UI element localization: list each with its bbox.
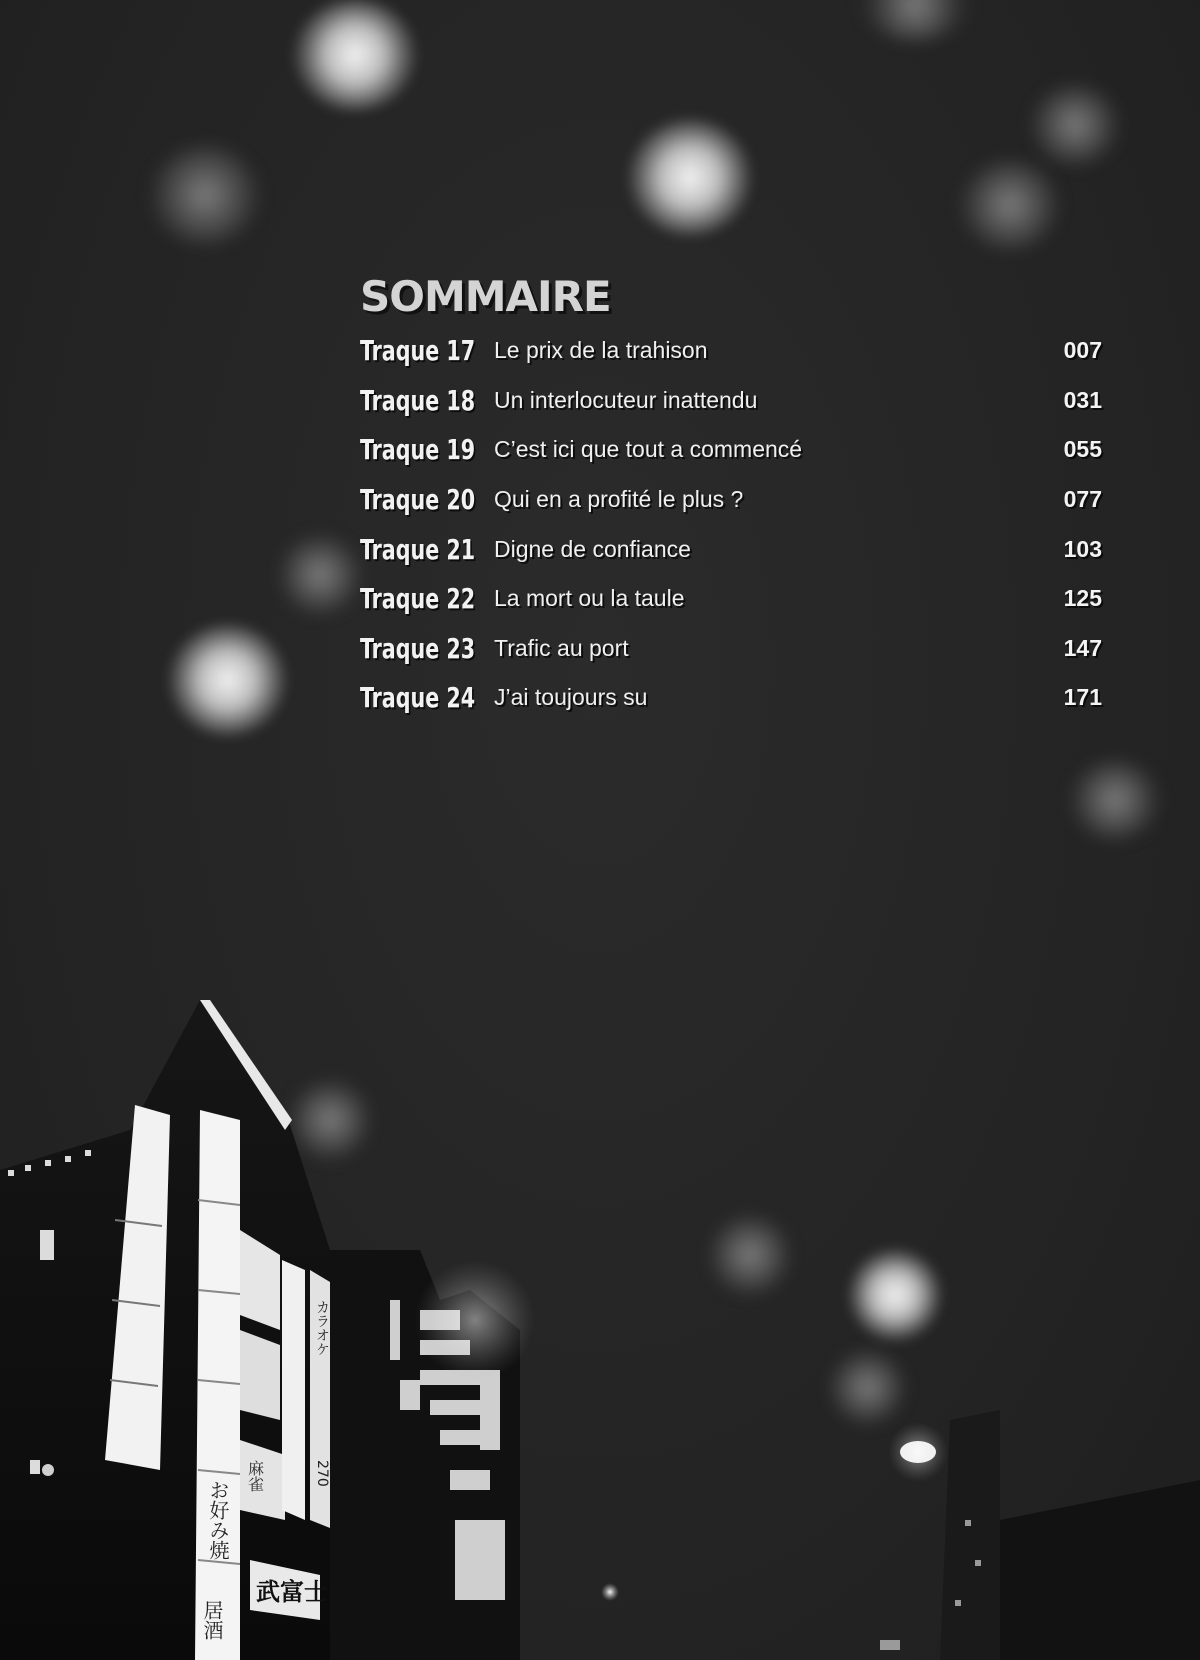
neon-panel: [240, 1330, 280, 1420]
bokeh-light: [280, 535, 360, 615]
toc-chapter-number: Traque 19: [360, 433, 476, 467]
street-light: [601, 1583, 619, 1601]
toc-chapter-title: Digne de confiance: [494, 535, 691, 562]
toc-entry: [360, 574, 1102, 624]
toc-chapter-number: Traque 18: [360, 383, 476, 417]
toc-page-number: 007: [1063, 337, 1102, 364]
toc-entry: [360, 376, 1102, 426]
neon-sign-text: 居酒: [200, 1600, 224, 1640]
toc-entry: [360, 673, 1102, 723]
toc-entry: [360, 475, 1102, 525]
toc-chapter-number: Traque 23: [360, 631, 476, 665]
bokeh-light: [860, 0, 970, 40]
toc-entry: [360, 524, 1102, 574]
bokeh-light: [1070, 760, 1160, 840]
toc-chapter-number: Traque 24: [360, 681, 476, 715]
toc-title: SOMMAIRE: [360, 272, 611, 321]
neon-sign-column: [282, 1260, 305, 1520]
bokeh-light: [630, 120, 750, 235]
building-left: [0, 1000, 330, 1660]
toc-entry: [360, 624, 1102, 674]
neon-sign-text: 武富士: [256, 1578, 328, 1606]
toc-chapter-title: J’ai toujours su: [494, 684, 648, 711]
toc-chapter-number: Traque 22: [360, 582, 476, 616]
building-right: [940, 1410, 1000, 1660]
toc-page-number: 147: [1063, 634, 1102, 661]
neon-sign-text: 270: [314, 1460, 330, 1487]
toc-page-number: 055: [1063, 436, 1102, 463]
toc-page-number: 031: [1063, 386, 1102, 413]
toc-chapter-title: La mort ou la taule: [494, 585, 685, 612]
table-of-contents: [360, 272, 1102, 723]
building-right: [1000, 1480, 1200, 1660]
toc-chapter-title: Un interlocuteur inattendu: [494, 386, 758, 413]
toc-entry: [360, 326, 1102, 376]
toc-chapter-number: Traque 21: [360, 532, 476, 566]
toc-chapter-title: C’est ici que tout a commencé: [494, 436, 803, 463]
bokeh-light: [170, 625, 285, 735]
bokeh-light: [960, 160, 1060, 250]
toc-chapter-number: Traque 20: [360, 483, 476, 517]
toc-chapter-number: Traque 17: [360, 334, 476, 368]
toc-chapter-title: Qui en a profité le plus ?: [494, 486, 744, 513]
bokeh-light: [295, 0, 415, 110]
neon-sign-column: [195, 1110, 240, 1660]
toc-chapter-title: Le prix de la trahison: [494, 337, 708, 364]
toc-entry: [360, 425, 1102, 475]
street-light-glow: [415, 1260, 535, 1380]
bokeh-light: [1030, 85, 1120, 165]
street-light-glow: [888, 1422, 948, 1482]
neon-sign-text: お好み焼: [206, 1480, 230, 1560]
toc-page-number: 103: [1063, 535, 1102, 562]
neon-sign-text: 麻雀: [245, 1460, 265, 1492]
night-city-illustration: [0, 1000, 1200, 1660]
bokeh-light: [150, 145, 260, 245]
toc-page-number: 171: [1063, 684, 1102, 711]
toc-chapter-title: Trafic au port: [494, 634, 629, 661]
street-light: [42, 1464, 54, 1476]
neon-sign-text: カラオケ: [314, 1300, 330, 1356]
toc-page-number: 077: [1063, 486, 1102, 513]
toc-page-number: 125: [1063, 585, 1102, 612]
